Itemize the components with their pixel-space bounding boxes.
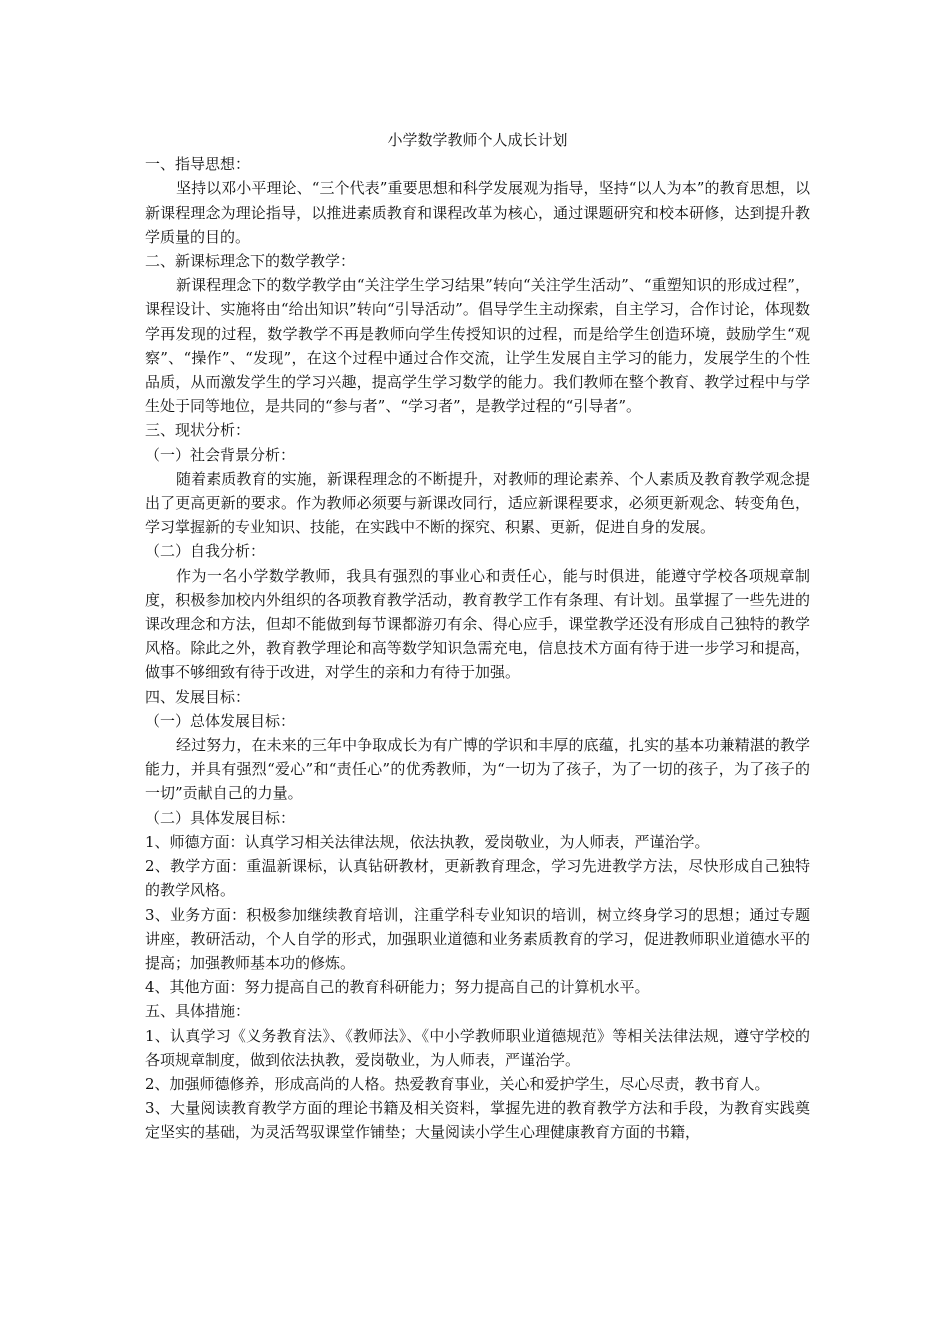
section-heading: 五、具体措施： (145, 1002, 251, 1021)
section-heading: （一）总体发展目标： (145, 711, 296, 730)
document-page (145, 128, 810, 1145)
document-title: 小学数学教师个人成长计划 (387, 131, 568, 149)
body-paragraph: 新课程理念下的数学教学由“关注学生学习结果”转向“关注学生活动”、“重塑知识的形成过程”，课程设计、实施将由“给出知识”转向“引导活动”。倡导学生主动探索，自主学习，合作讨论，体现数学再发现的过程，数学教学不再是教师向学生传授知识的过程，而是给学生创造环境，鼓励学生“观察”、“操作”、“发现”，在这个过程中通过合作交流，让学生发展自主学习的能力，发展学生的个性品质，从而激发学生的学习兴趣，提高学生学习数学的能力。我们教师在整个教育、教学过程中与学生处于同等地位，是共同的“参与者”、“学习者”，是教学过程的“引导者”。 (145, 276, 810, 416)
section-heading: 一、指导思想： (145, 155, 251, 174)
list-item: 3、大量阅读教育教学方面的理论书籍及相关资料，掌握先进的教育教学方法和手段，为教育实践奠定坚实的基础，为灵活驾驭课堂作铺垫；大量阅读小学生心理健康教育方面的书籍， (145, 1099, 810, 1142)
section-heading: 四、发展目标： (145, 687, 251, 706)
list-item: 2、加强师德修养，形成高尚的人格。热爱教育事业，关心和爱护学生，尽心尽责，教书育人。 (145, 1074, 770, 1093)
section-heading: （一）社会背景分析： (145, 445, 296, 464)
section-heading: 二、新课标理念下的数学教学： (145, 252, 356, 271)
list-item: 3、业务方面：积极参加继续教育培训，注重学科专业知识的培训，树立终身学习的思想；通过专题讲座，教研活动，个人自学的形式，加强职业道德和业务素质教育的学习，促进教师职业道德水平的提高；加强教师基本功的修炼。 (145, 905, 810, 972)
body-paragraph: 经过努力，在未来的三年中争取成长为有广博的学识和丰厚的底蕴，扎实的基本功兼精湛的教学能力，并具有强烈“爱心”和“责任心”的优秀教师，为“一切为了孩子，为了一切的孩子，为了孩子的一切”贡献自己的力量。 (145, 736, 810, 803)
body-paragraph: 坚持以邓小平理论、“三个代表”重要思想和科学发展观为指导，坚持“以人为本”的教育思想，以新课程理念为理论指导，以推进素质教育和课程改革为核心，通过课题研究和校本研修，达到提升教学质量的目的。 (145, 179, 810, 246)
section-heading: 三、现状分析： (145, 421, 251, 440)
list-item: 1、认真学习《义务教育法》、《教师法》、《中小学教师职业道德规范》等相关法律法规，遵守学校的各项规章制度，做到依法执教，爱岗敬业，为人师表，严谨治学。 (145, 1026, 810, 1069)
list-item: 1、师德方面：认真学习相关法律法规，依法执教，爱岗敬业，为人师表，严谨治学。 (145, 832, 710, 851)
document-body (145, 152, 810, 1144)
section-heading: （二）自我分析： (145, 542, 266, 561)
section-heading: （二）具体发展目标： (145, 808, 296, 827)
list-item: 4、其他方面：努力提高自己的教育科研能力；努力提高自己的计算机水平。 (145, 978, 650, 997)
list-item: 2、教学方面：重温新课标，认真钻研教材，更新教育理念，学习先进教学方法，尽快形成自己独特的教学风格。 (145, 857, 810, 900)
body-paragraph: 随着素质教育的实施，新课程理念的不断提升，对教师的理论素养、个人素质及教育教学观念提出了更高更新的要求。作为教师必须要与新课改同行，适应新课程要求，必须更新观念、转变角色，学习掌握新的专业知识、技能，在实践中不断的探究、积累、更新，促进自身的发展。 (145, 469, 810, 537)
body-paragraph: 作为一名小学数学教师，我具有强烈的事业心和责任心，能与时俱进，能遵守学校各项规章制度，积极参加校内外组织的各项教育教学活动，教育教学工作有条理、有计划。虽掌握了一些先进的课改理念和方法，但却不能做到每节课都游刃有余、得心应手，课堂教学还没有形成自己独特的教学风格。除此之外，教育教学理论和高等数学知识急需充电，信息技术方面有待于进一步学习和提高，做事不够细致有待于改进，对学生的亲和力有待于加强。 (145, 566, 810, 682)
